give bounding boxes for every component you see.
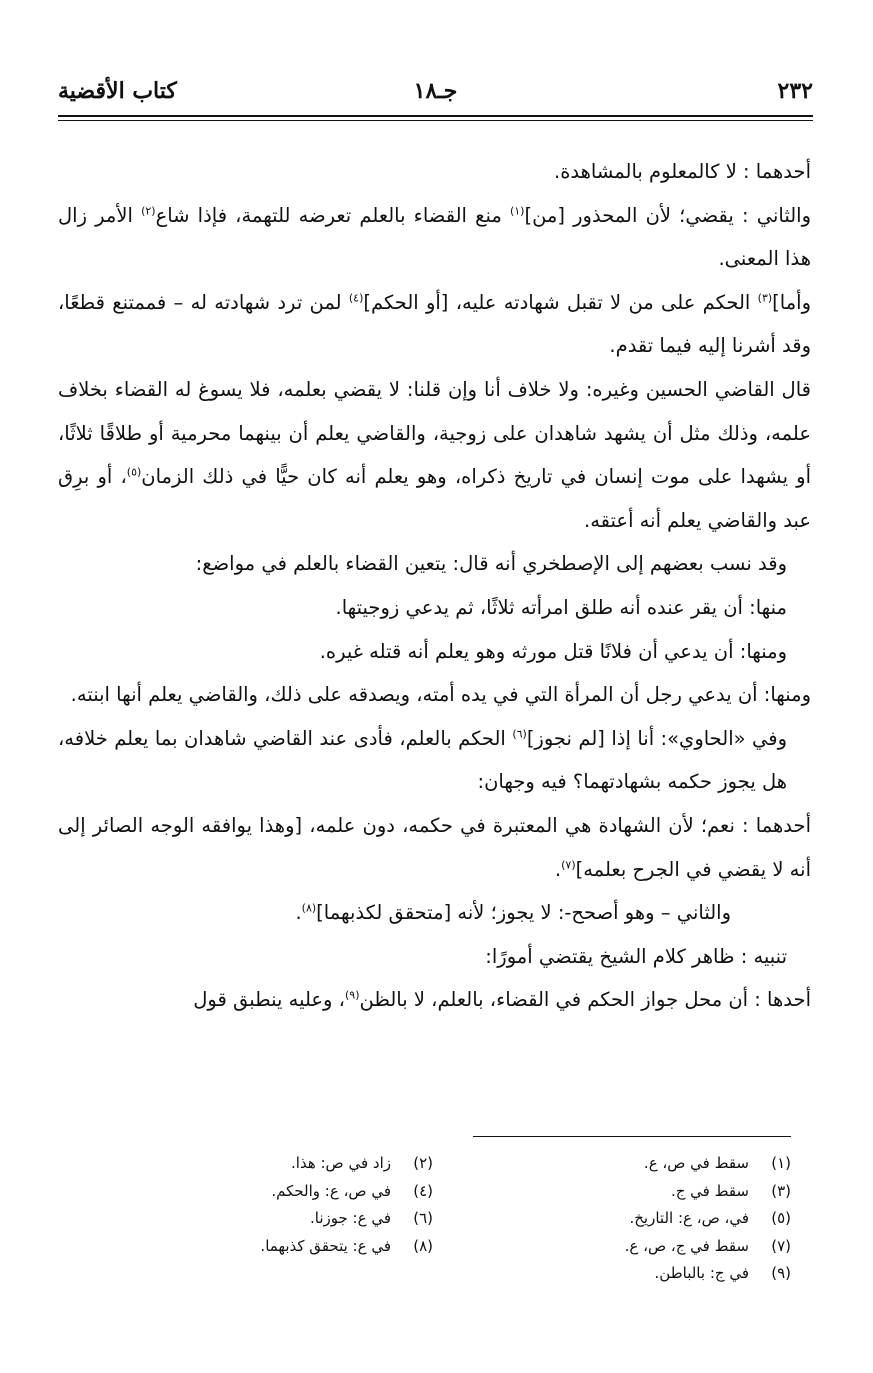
- footnote-ref: (٥): [126, 465, 142, 479]
- paragraph: أحدها : أن محل جواز الحكم في القضاء، بالعلم، لا بالظن$^{(٩)}$، وعليه ينطبق قول: [193, 988, 811, 1012]
- footnote-ref: (٩): [344, 988, 360, 1002]
- footnote-ref: (٧): [561, 858, 576, 871]
- running-header: [58, 78, 813, 110]
- volume-label: جـ١٨: [413, 78, 458, 104]
- paragraph: ومنها: أن يدعي رجل أن المرأة التي في يده أمته، ويصدقه على ذلك، والقاضي يعلم أنها ابنته.: [70, 683, 811, 707]
- footnote-ref: (٨): [301, 901, 317, 915]
- paragraph: تنبيه : ظاهر كلام الشيخ يقتضي أمورًا:: [485, 944, 787, 968]
- footnote-separator: [473, 1136, 791, 1137]
- footnote: (٥)في، ص، ع: التاريخ.: [629, 1209, 791, 1227]
- footnote: (٢)زاد في ص: هذا.: [291, 1154, 433, 1172]
- paragraph: والثاني : يقضي؛ لأن المحذور [من]$^{(١)}$ منع القضاء بالعلم تعرضه للتهمة، فإذا شاع$^{(٢)}$ الأمر زال هذا المعنى.: [58, 203, 811, 271]
- footnote-ref: (٦): [512, 727, 527, 741]
- paragraph: ومنها: أن يدعي أن فلانًا قتل مورثه وهو يعلم أنه قتله غيره.: [319, 639, 787, 663]
- footnote: (٤)في ص، ع: والحكم.: [271, 1181, 433, 1200]
- footnote-ref: (٣): [757, 291, 773, 305]
- paragraph: قال القاضي الحسين وغيره: ولا خلاف أنا وإن قلنا: لا يقضي بعلمه، فلا يسوغ له القضاء بخلاف علمه، وذلك مثل أن يشهد شاهدان على زوجية، والقاضي يعلم أن بينهما محرمية أو طلاقًا ثلاثًا، أو يشهدا على موت إنسان في تاريخ ذكراه، وهو يعلم أنه كان حيًّا في ذلك الزمان$^{(٥)}$، أو برِق عبد والقاضي يعلم أنه أعتقه.: [58, 377, 811, 532]
- page-number: ٢٣٢: [777, 78, 813, 104]
- footnotes-column-right: [491, 1150, 791, 1288]
- footnote-ref: (١): [509, 204, 525, 218]
- footnote-ref: (٤): [348, 291, 364, 305]
- footnote: (٨)في ع: يتحقق كذبهما.: [260, 1236, 433, 1255]
- main-text: [58, 150, 811, 1022]
- paragraph: منها: أن يقر عنده أنه طلق امرأته ثلاثًا، ثم يدعي زوجيتها.: [335, 595, 787, 619]
- footnotes-column-left: [133, 1150, 433, 1260]
- footnote: (١)سقط في ص، ع.: [643, 1154, 791, 1172]
- paragraph: أحدهما : لا كالمعلوم بالمشاهدة.: [554, 160, 811, 183]
- header-rule-thick: [58, 115, 813, 117]
- footnote: (٧)سقط في ج، ص، ع.: [624, 1236, 791, 1255]
- book-title: كتاب الأقضية: [58, 78, 177, 104]
- footnote: (٩)في ج: بالباطن.: [654, 1264, 791, 1282]
- footnotes: [113, 1150, 813, 1310]
- footnote-ref: (٢): [141, 204, 156, 218]
- paragraph: وقد نسب بعضهم إلى الإصطخري أنه قال: يتعين القضاء بالعلم في مواضع:: [195, 552, 787, 576]
- paragraph: أحدهما : نعم؛ لأن الشهادة هي المعتبرة في حكمه، دون علمه، [وهذا يوافقه الوجه الصائر إلى أنه لا يقضي في الجرح بعلمه]$^{(٧)}$.: [58, 813, 811, 881]
- footnote: (٣)سقط في ج.: [670, 1181, 791, 1200]
- header-rule-thin: [58, 120, 813, 121]
- footnote: (٦)في ع: جوزنا.: [310, 1209, 433, 1227]
- paragraph: وفي «الحاوي»: أنا إذا [لم نجوز]$^{(٦)}$ الحكم بالعلم، فأدى عند القاضي شاهدان بما يعلم خلافه، هل يجوز حكمه بشهادتهما؟ فيه وجهان:: [58, 726, 787, 794]
- paragraph: والثاني – وهو أصحح-: لا يجوز؛ لأنه [متحقق لكذبهما]$^{(٨)}$.: [295, 901, 731, 925]
- paragraph: وأما]$^{(٣)}$ الحكم على من لا تقبل شهادته عليه، [أو الحكم]$^{(٤)}$ لمن ترد شهادته له – فممتنع قطعًا، وقد أشرنا إليه فيما تقدم.: [58, 290, 811, 358]
